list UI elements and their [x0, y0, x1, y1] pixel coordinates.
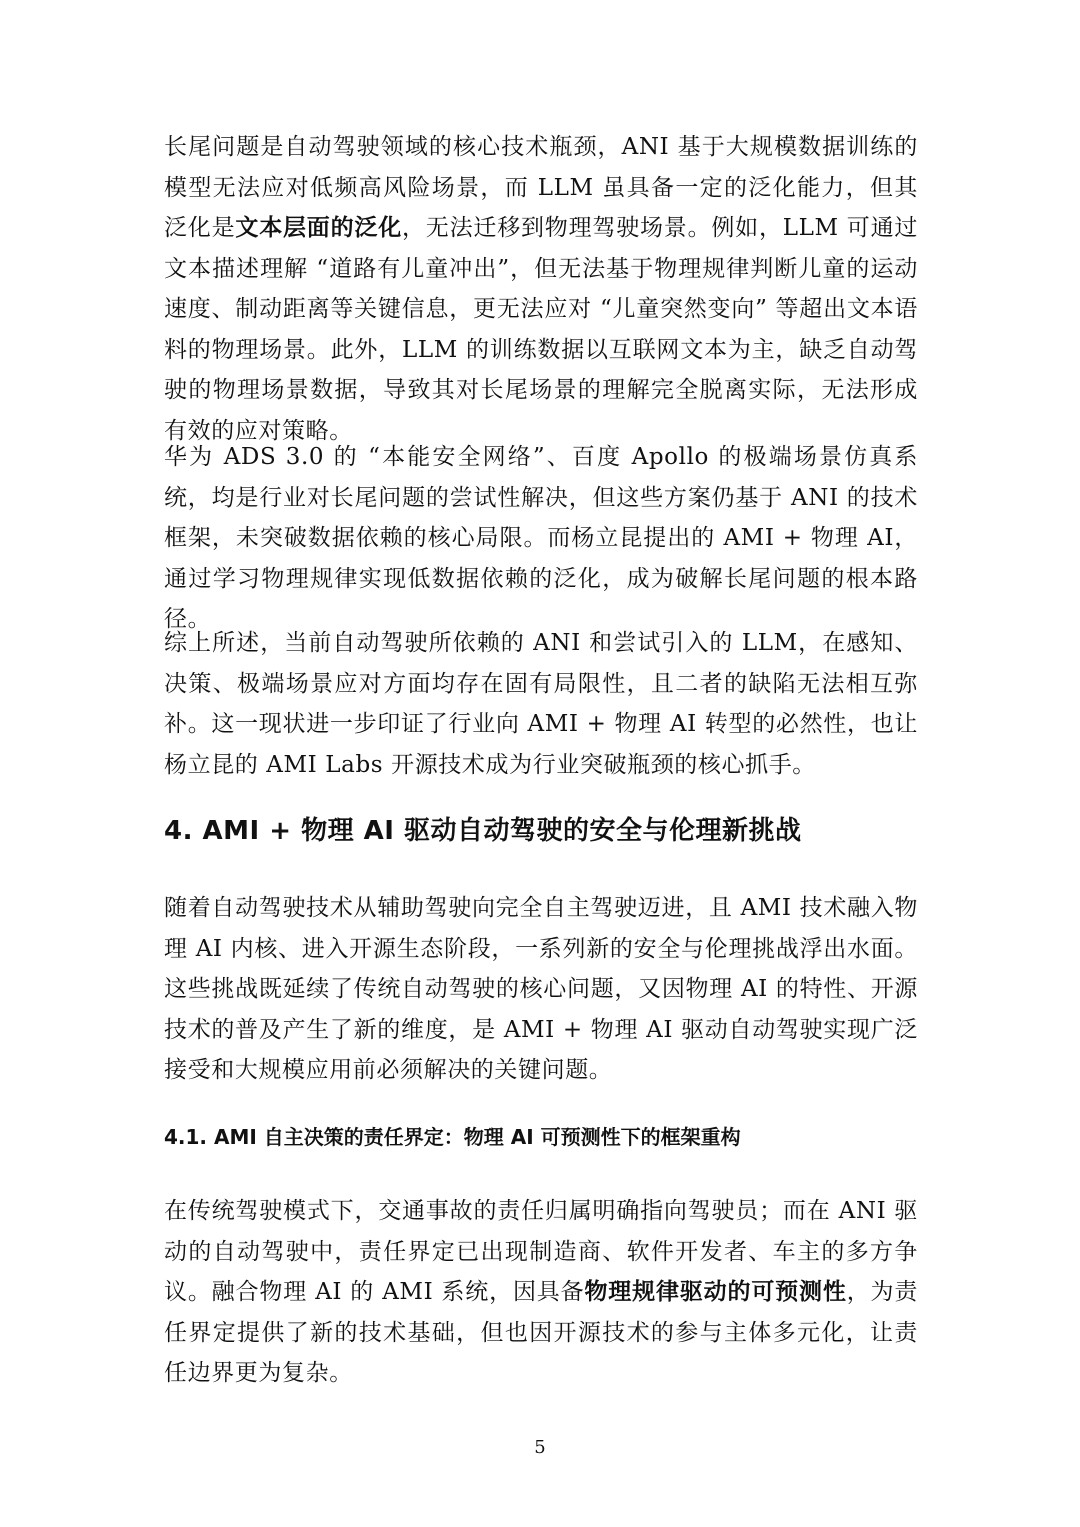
paragraph-summary — [164, 623, 918, 785]
paragraph-responsibility — [164, 1191, 918, 1394]
paragraph-section-intro — [164, 888, 918, 1091]
page-number: 5 — [534, 1437, 546, 1458]
paragraph-text: 华为 ADS 3.0 的 “本能安全网络”、百度 Apollo 的极端场景仿真系统，均是行业对长尾问题的尝试性解决，但这些方案仍基于 ANI 的技术框架，未突破数据依赖的核心局限。而杨立昆提出的 AMI + 物理 AI，通过学习物理规律实现低数据依赖的泛化，成为破解长尾问题的根本路径。 — [164, 444, 918, 632]
emphasis-text: 物理规律驱动的可预测性 — [584, 1278, 847, 1305]
paragraph-text: ，为责任界定提供了新的技术基础，但也因开源技术的参与主体多元化，让责任边界更为复杂。 — [164, 1279, 918, 1386]
paragraph-long-tail-problem — [164, 127, 918, 451]
paragraph-industry-attempts — [164, 437, 918, 640]
paragraph-text: 在传统驾驶模式下，交通事故的责任归属明确指向驾驶员；而在 ANI 驱动的自动驾驶中，责任界定已出现制造商、软件开发者、车主的多方争议。融合物理 AI 的 AMI 系统，因具备 — [164, 1198, 918, 1305]
paragraph-text: 长尾问题是自动驾驶领域的核心技术瓶颈，ANI 基于大规模数据训练的模型无法应对低频高风险场景，而 LLM 虽具备一定的泛化能力，但其泛化是 — [164, 134, 918, 241]
paragraph-text: ，无法迁移到物理驾驶场景。例如，LLM 可通过文本描述理解 “道路有儿童冲出”，但无法基于物理规律判断儿童的运动速度、制动距离等关键信息，更无法应对 “儿童突然变向” 等超出文本语料的物理场景。此外，LLM 的训练数据以互联网文本为主，缺乏自动驾驶的物理场景数据，导致其对长尾场景的理解完全脱离实际，无法形成有效的应对策略。 — [164, 215, 918, 444]
section-heading: 4. AMI + 物理 AI 驱动自动驾驶的安全与伦理新挑战 — [164, 816, 802, 846]
subsection-heading: 4.1. AMI 自主决策的责任界定：物理 AI 可预测性下的框架重构 — [164, 1125, 741, 1149]
emphasis-text: 文本层面的泛化 — [235, 214, 402, 241]
paragraph-text: 随着自动驾驶技术从辅助驾驶向完全自主驾驶迈进，且 AMI 技术融入物理 AI 内核、进入开源生态阶段，一系列新的安全与伦理挑战浮出水面。这些挑战既延续了传统自动驾驶的核心问题，又因物理 AI 的特性、开源技术的普及产生了新的维度，是 AMI + 物理 AI 驱动自动驾驶实现广泛接受和大规模应用前必须解决的关键问题。 — [164, 895, 918, 1083]
paragraph-text: 综上所述，当前自动驾驶所依赖的 ANI 和尝试引入的 LLM，在感知、决策、极端场景应对方面均存在固有局限性，且二者的缺陷无法相互弥补。这一现状进一步印证了行业向 AMI + 物理 AI 转型的必然性，也让杨立昆的 AMI Labs 开源技术成为行业突破瓶颈的核心抓手。 — [164, 630, 918, 778]
